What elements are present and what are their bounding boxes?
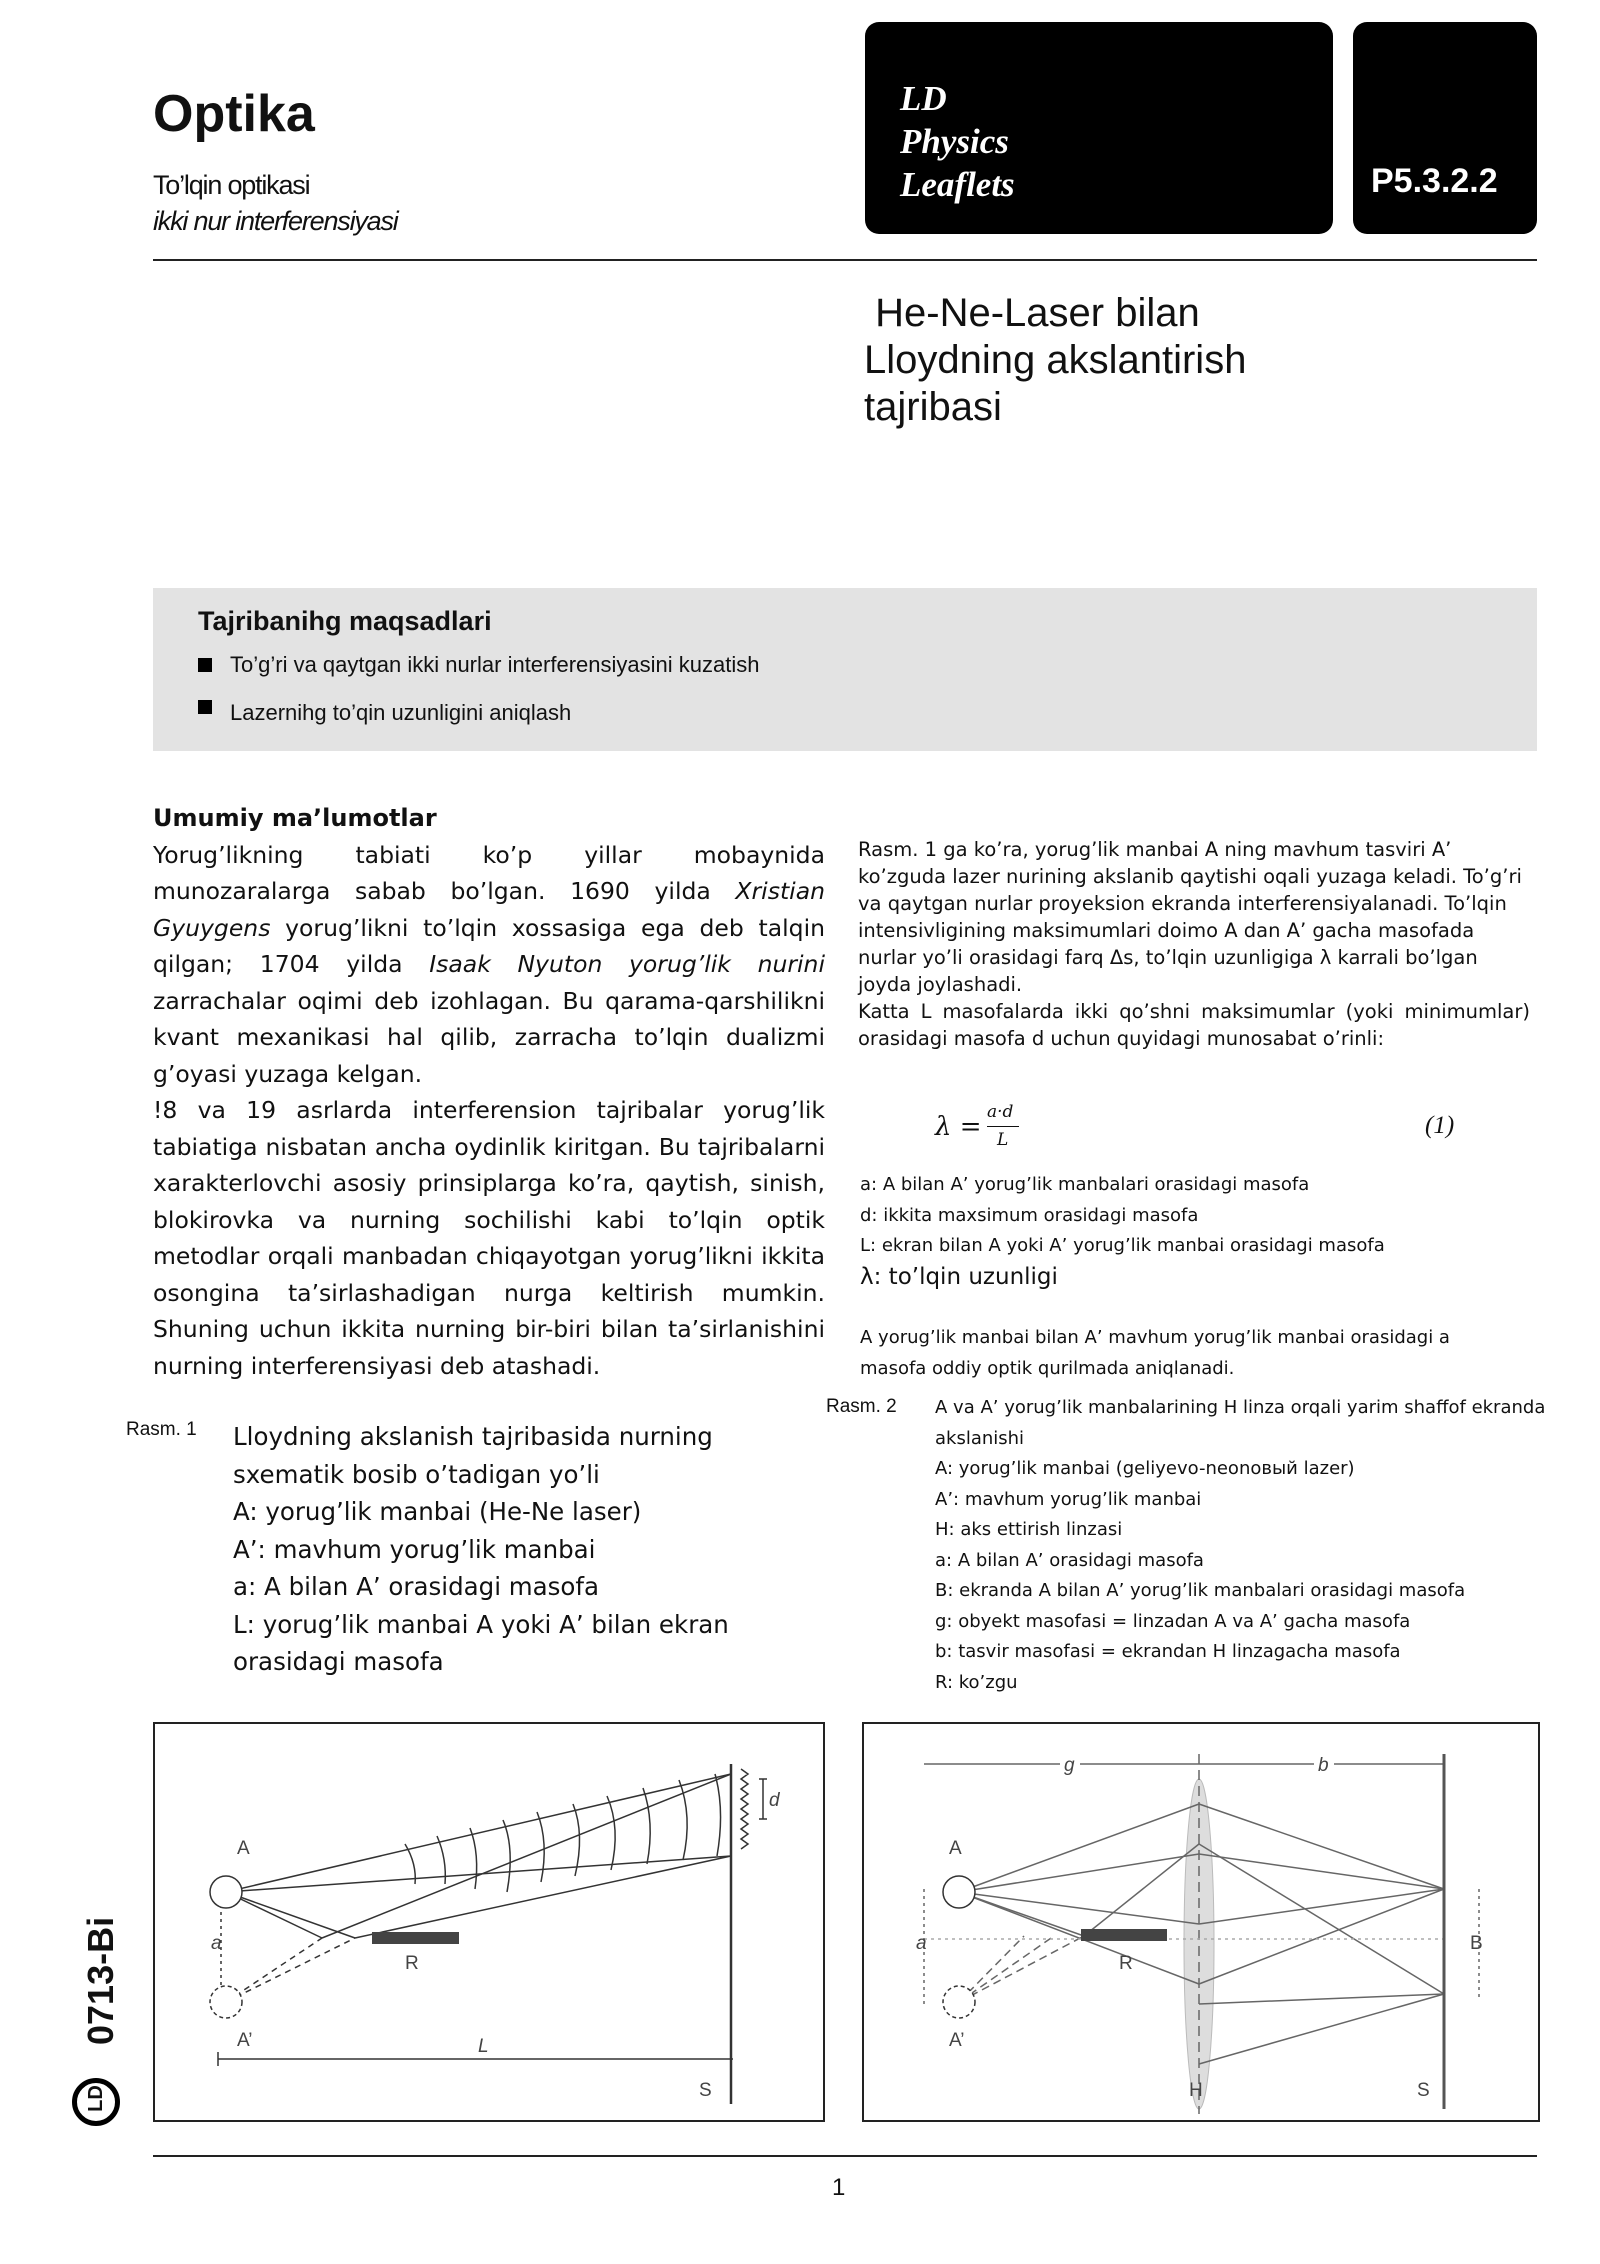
code-box	[1353, 22, 1537, 234]
caption-line: g: obyekt masofasi = linzadan A va A’ gacha masofa	[935, 1610, 1411, 1632]
right-column	[858, 836, 1530, 1052]
page-title	[864, 290, 1246, 431]
caption-line: B: ekranda A bilan A’ yorug’lik manbalari orasidagi masofa	[935, 1580, 1466, 1601]
figure-2	[862, 1722, 1540, 2122]
leaflet-code: P5.3.2.2	[1371, 162, 1498, 200]
figure-1	[153, 1722, 825, 2122]
paragraph-virtual-source: Rasm. 1 ga ko’ra, yorug’lik manbai A ning mavhum tasviri A’ ko’zguda lazer nurining akslanib qaytishi oqali yuzaga keladi. To’g’ri va qaytgan nurlar proyeksion ekranda interferensiyalanadi. To’lqin intensivligining maksimumlari doimo A dan A’ gacha masofada nurlar yo’li orasidagi farq Δs, to’lqin uzunligiga λ karrali bo’lgan joyda joylashadi.	[858, 838, 1522, 996]
caption-line: a: A bilan A’ orasidagi masofa	[233, 1572, 600, 1601]
label-a-prime: A’	[237, 2030, 253, 2051]
paragraph-interference: !8 va 19 asrlarda interferension tajribalar yorug’lik tabiatiga nisbatan ancha oydinlik kiritgan. Bu tajribalarni xarakterlovchi asosiy prinsiplarga ko’ra, qaytish, sinish, blokirovka va nurning sochilishi kabi to’lqin optik metodlar orqali manbadan chiqayotgan yorug’likni ikkita osongina ta’sirlashadigan nurga keltirish mumkin. Shuning uchun ikkita nurning bir-biri bilan ta’sirlanishini nurning interferensiyasi deb atashadi.	[153, 1096, 825, 1380]
label-mirror: R	[1119, 1953, 1133, 1974]
caption-line: b: tasvir masofasi = ekrandan H linzagacha masofa	[935, 1641, 1401, 1662]
label-d: d	[769, 1790, 780, 1811]
caption-line: A: yorug’lik manbai (He-Ne laser)	[233, 1497, 642, 1526]
source-a-icon	[943, 1876, 975, 1908]
caption-line: a: A bilan A’ orasidagi masofa	[935, 1549, 1204, 1571]
label-a-source: A	[237, 1838, 250, 1859]
title-line-1: He-Ne-Laser bilan	[864, 291, 1200, 335]
page-number: 1	[832, 2174, 846, 2201]
subtitle-1: To’lqin optikasi	[153, 170, 310, 200]
fig2-caption	[935, 1393, 1555, 1698]
caption-line: akslanishi	[935, 1427, 1025, 1449]
ld-line-2: Physics	[900, 122, 1009, 161]
def-d: d: ikkita maxsimum orasidagi masofa	[860, 1204, 1199, 1226]
label-g: g	[1064, 1755, 1075, 1776]
goal-item	[198, 652, 759, 678]
bullet-square-icon	[198, 700, 212, 714]
caption-line: A’: mavhum yorug’lik manbai	[233, 1534, 596, 1564]
fig1-caption	[233, 1418, 729, 1681]
caption-line: sxematik bosib o’tadigan yo’li	[233, 1459, 600, 1489]
label-lens: H	[1189, 2080, 1203, 2101]
fraction-bar	[987, 1126, 1019, 1127]
brand-title: Optika	[153, 85, 315, 143]
header-rule	[153, 259, 1537, 261]
goal-text: To’g’ri va qaytgan ikki nurlar interferensiyasini kuzatish	[230, 652, 760, 677]
caption-line: A va A’ yorug’lik manbalarining H linza orqali yarim shaffof ekranda	[935, 1397, 1546, 1418]
label-B: B	[1470, 1933, 1483, 1954]
caption-line: orasidagi masofa	[233, 1647, 444, 1676]
footer-rule	[153, 2155, 1537, 2157]
label-mirror: R	[405, 1953, 419, 1974]
def-lambda: λ: to’lqin uzunligi	[860, 1263, 1058, 1290]
title-line-3: tajribasi	[864, 385, 1002, 429]
goals-heading: Tajribanihg maqsadlari	[198, 606, 492, 636]
label-L: L	[478, 2036, 489, 2057]
label-b: b	[1318, 1755, 1329, 1776]
formula-lhs: λ =	[935, 1112, 982, 1142]
ld-logo-text: LD	[84, 2085, 107, 2112]
label-a-prime: A’	[949, 2030, 965, 2051]
caption-line: A’: mavhum yorug’lik manbai	[935, 1488, 1202, 1510]
source-a-icon	[210, 1876, 242, 1908]
side-code: 0713-Bi	[80, 1916, 121, 2045]
def-L: L: ekran bilan A yoki A’ yorug’lik manbai orasidagi masofa	[860, 1235, 1385, 1256]
virtual-source-icon	[210, 1986, 242, 2018]
caption-line: L: yorug’lik manbai A yoki A’ bilan ekran	[233, 1609, 729, 1639]
caption-line: R: ko’zgu	[935, 1671, 1018, 1693]
bullet-square-icon	[198, 658, 212, 672]
goal-item	[198, 700, 571, 726]
figure-1-diagram	[155, 1724, 823, 2120]
left-column	[153, 800, 825, 1384]
goals-box	[153, 588, 1537, 751]
ld-line-3: Leaflets	[900, 165, 1015, 204]
ld-leaflets-box	[865, 22, 1333, 234]
figure-2-diagram	[864, 1724, 1538, 2120]
label-a-distance: a	[916, 1933, 927, 1954]
def-a: a: A bilan A’ yorug’lik manbalari orasidagi masofa	[860, 1174, 1310, 1195]
ld-logo-icon	[72, 2078, 120, 2126]
fig1-caption-label: Rasm. 1	[126, 1419, 197, 1440]
title-line-2: Lloydning akslantirish	[864, 338, 1247, 382]
caption-line: A: yorug’lik manbai (geliyevo-neonoвый lazer)	[935, 1458, 1355, 1479]
formula-number: (1)	[1425, 1112, 1455, 1139]
caption-line: Lloydning akslanish tajribasida nurning	[233, 1422, 713, 1451]
caption-line: H: aks ettirish linzasi	[935, 1519, 1123, 1540]
ld-line-1: LD	[900, 79, 947, 118]
mirror-icon	[372, 1932, 459, 1944]
paragraph-distance: A yorug’lik manbai bilan A’ mavhum yorug’lik manbai orasidagi a masofa oddiy optik qurilmada aniqlanadi.	[860, 1327, 1450, 1379]
formula	[935, 1102, 1455, 1158]
definitions	[860, 1170, 1540, 1292]
paragraph-relation: Katta L masofalarda ikki qo’shni maksimumlar (yoki minimumlar) orasidagi masofa d uchun quyidagi munosabat o’rinli:	[858, 1000, 1530, 1050]
formula-numerator: a·d	[987, 1102, 1014, 1122]
mirror-icon	[1081, 1929, 1167, 1941]
subtitle-2: ikki nur interferensiyasi	[153, 206, 398, 236]
label-a-distance: a	[211, 1933, 222, 1954]
label-screen: S	[699, 2080, 712, 2101]
virtual-source-icon	[943, 1986, 975, 2018]
fig2-caption-label: Rasm. 2	[826, 1396, 897, 1417]
label-screen: S	[1417, 2080, 1430, 2101]
goal-text: Lazernihg to’qin uzunligini aniqlash	[230, 700, 572, 725]
formula-denominator: L	[997, 1130, 1009, 1150]
paragraph-history: Yorug’likning tabiati ko’p yillar mobaynida munozaralarga sabab bo’lgan. 1690 yilda Xristian Gyuygens yorug’likni to’lqin xossasiga ega deb talqin qilgan; 1704 yilda Isaak Nyuton yorug’lik nurini zarrachalar oqimi deb izohlagan. Bu qarama-qarshilikni kvant mexanikasi hal qilib, zarracha to’lqin dualizmi g’oyasi yuzaga kelgan.	[153, 840, 825, 1088]
section-heading: Umumiy ma’lumotlar	[153, 804, 437, 832]
label-a-source: A	[949, 1838, 962, 1859]
